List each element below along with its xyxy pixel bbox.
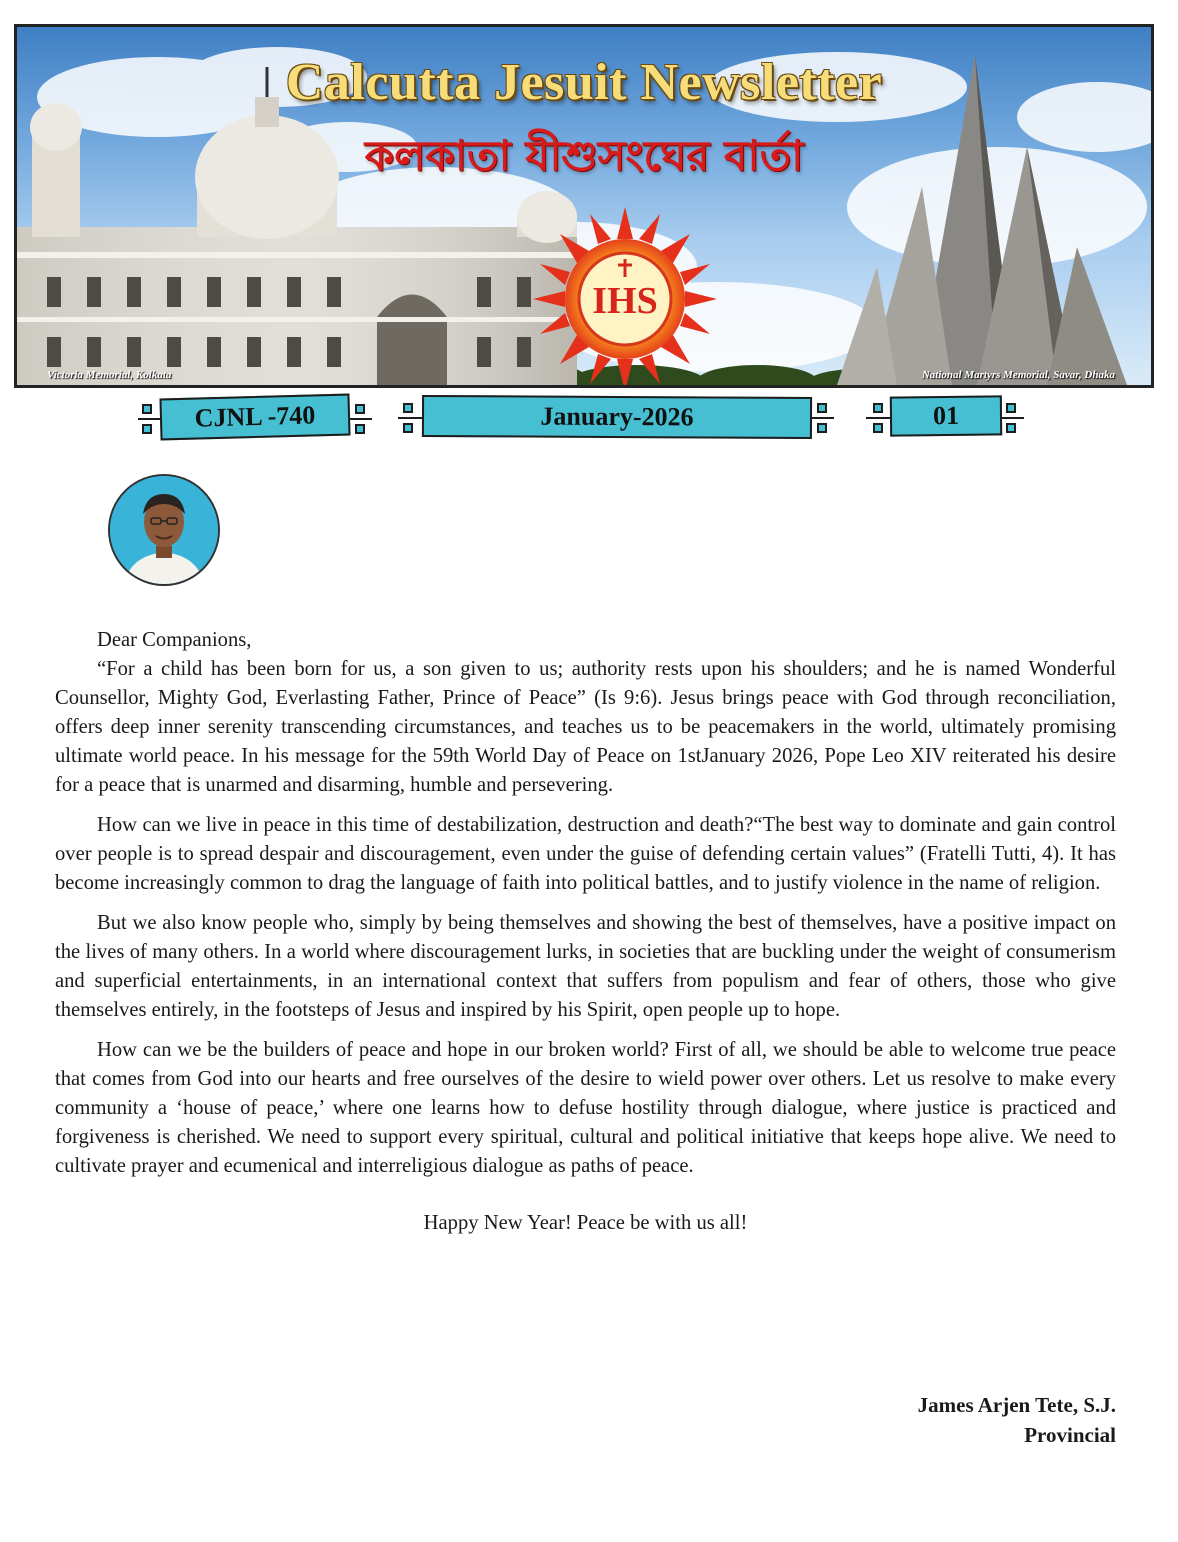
letter-body bbox=[55, 626, 1116, 1238]
portrait-illustration bbox=[110, 476, 218, 584]
caption-victoria-memorial: Victoria Memorial, Kolkata bbox=[47, 369, 172, 381]
paragraph: But we also know people who, simply by being themselves and showing the best of themselves, have a positive impact on the lives of many others. In a world where discouragement lurks, in societies that are buckling under the weight of consumerism and superficial entertainments, in an international context that suffers from populism and fear of others, those who give themselves entirely, in the footsteps of Jesus and inspired by his Spirit, open people up to hope. bbox=[55, 912, 1116, 1021]
signature-block bbox=[918, 1390, 1116, 1450]
salutation: Dear Companions, bbox=[97, 629, 252, 651]
paragraph: “For a child has been born for us, a son given to us; authority rests upon his shoulders; and he is named Wonderful Counsellor, Mighty God, Everlasting Father, Prince of Peace” (Is 9:6). Jesus brings peace with God through reconciliation, offers deep inner serenity transcending circumstances, and teaches us to be peacemakers in the world, ultimately promising ultimate world peace. In his message for the 59th World Day of Peace on 1stJanuary 2026, Pope Leo XIV reiterated his desire for a peace that is unarmed and disarming, humble and persevering. bbox=[55, 658, 1116, 796]
newsletter-title: Calcutta Jesuit Newsletter bbox=[285, 54, 883, 111]
page-number-tag: 01 bbox=[890, 395, 1002, 436]
newsletter-subtitle-bengali: কলকাতা যীশুসংঘের বার্তা bbox=[364, 131, 804, 180]
paragraph: How can we be the builders of peace and hope in our broken world? First of all, we should be able to welcome true peace that comes from God into our hearts and free ourselves of the desire to wield power over others. Let us resolve to make every community a ‘house of peace,’ where one learns how to defuse hostility through dialogue, where justice is practiced and forgiveness is cherished. We need to support every spiritual, cultural and political initiative that keeps hope alive. We need to cultivate prayer and ecumenical and interreligious dialogue as paths of peace. bbox=[55, 1039, 1116, 1177]
closing-line: Happy New Year! Peace be with us all! bbox=[423, 1212, 748, 1234]
caption-martyrs-memorial: National Martyrs Memorial, Savar, Dhaka bbox=[921, 369, 1115, 381]
newsletter-banner bbox=[14, 24, 1154, 388]
paragraph: How can we live in peace in this time of destabilization, destruction and death?“The best way to dominate and gain control over people is to spread despair and discouragement, even under the guise of defending certain values” (Fratelli Tutti, 4). It has become increasingly common to drag the language of faith into political battles, and to justify violence in the name of religion. bbox=[55, 814, 1116, 894]
emblem-text: IHS bbox=[592, 280, 658, 322]
signature-title: Provincial bbox=[1024, 1423, 1116, 1447]
author-portrait bbox=[108, 474, 220, 586]
signature-name: James Arjen Tete, S.J. bbox=[917, 1393, 1116, 1417]
issue-date-tag: January-2026 bbox=[422, 395, 812, 439]
issue-number-tag: CJNL -740 bbox=[159, 394, 350, 441]
